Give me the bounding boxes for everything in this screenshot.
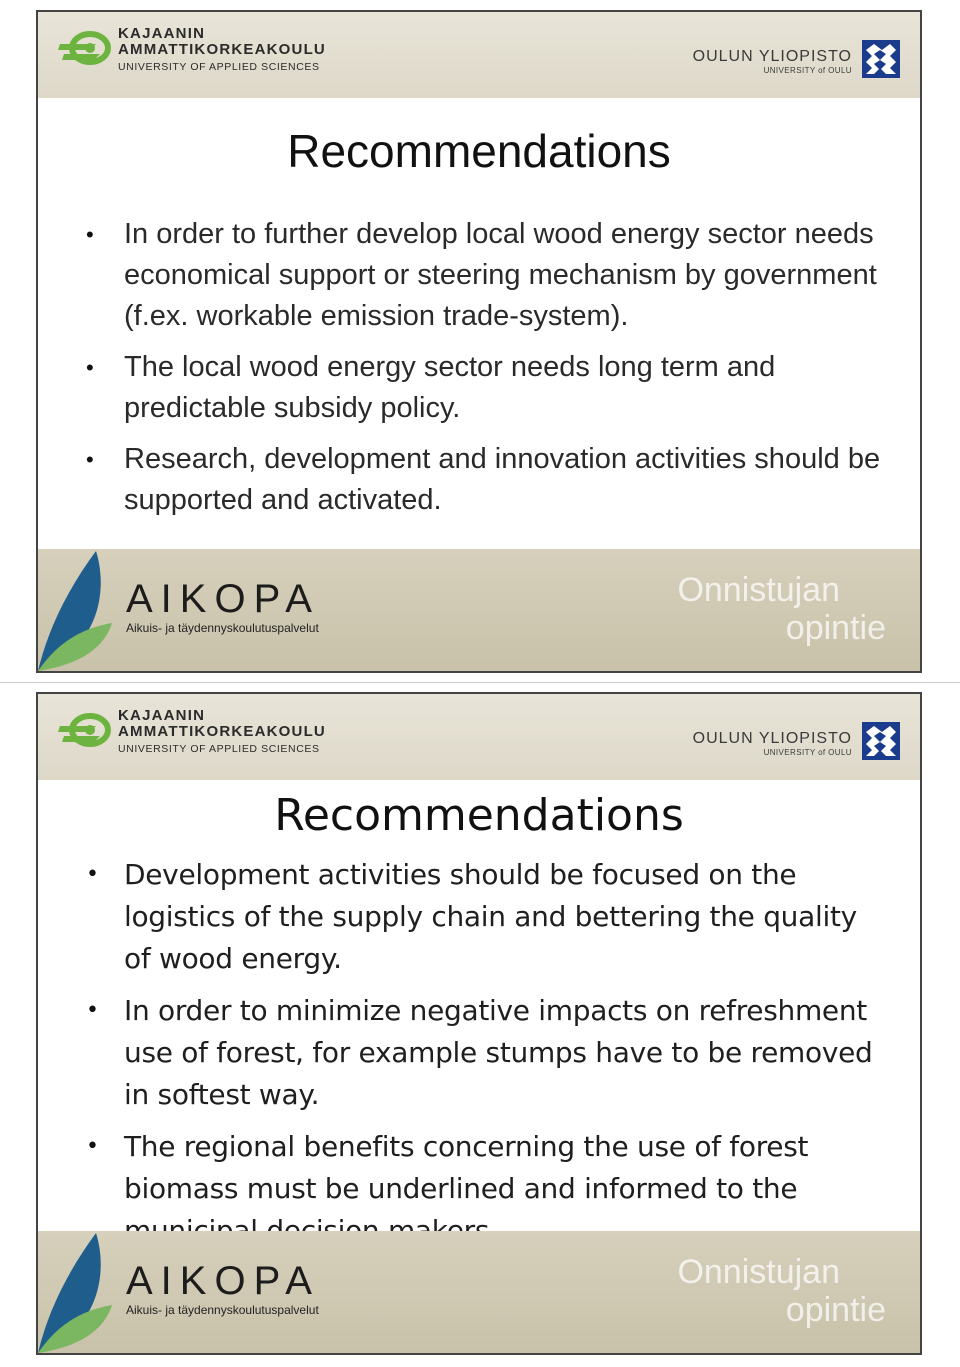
kamk-name-line3: UNIVERSITY OF APPLIED SCIENCES [118, 743, 320, 755]
page-divider [0, 682, 960, 683]
kamk-name-line3: UNIVERSITY OF APPLIED SCIENCES [118, 61, 320, 73]
bullet-text: In order to further develop local wood energy sector needs economical support or steering mechanism by government (f.ex. workable emission trade-system). [124, 218, 877, 332]
kamk-name-line2: AMMATTIKORKEAKOULU [118, 41, 326, 58]
bullet-text: The local wood energy sector needs long term and predictable subsidy policy. [124, 351, 776, 424]
bullet-text: Development activities should be focused on the logistics of the supply chain and bettering the quality of wood energy. [124, 858, 857, 975]
bullet-icon: • [86, 1134, 99, 1159]
aikopa-subtitle: Aikuis- ja täydennyskoulutuspalvelut [126, 1303, 319, 1317]
bullet-item [86, 854, 886, 980]
bullet-icon: • [86, 862, 99, 887]
aikopa-wordmark: AIKOPA [126, 1259, 320, 1303]
oulu-name-line1: OULUN YLIOPISTO [692, 730, 852, 747]
kamk-name-line2: AMMATTIKORKEAKOULU [118, 723, 326, 740]
slide-1 [36, 10, 922, 673]
slide-title: Recommendations [274, 790, 684, 841]
bullet-text: In order to minimize negative impacts on refreshment use of forest, for example stumps have to be removed in softest way. [124, 994, 873, 1111]
slogan-line1: Onnistujan [677, 571, 840, 609]
bullet-icon: • [86, 355, 94, 380]
kamk-wordmark [118, 26, 326, 74]
slide-header [38, 12, 920, 98]
slogan-line2: opintie [785, 1291, 886, 1329]
oulu-name-line2: UNIVERSITY of OULU [763, 748, 852, 757]
kamk-name-line1: KAJAANIN [118, 25, 206, 42]
kamk-name-line1: KAJAANIN [118, 707, 206, 724]
bullet-item [86, 990, 886, 1116]
slogan [677, 571, 886, 647]
bullet-item [86, 439, 886, 521]
bullet-text: Research, development and innovation activities should be supported and activated. [124, 443, 881, 516]
bullet-item [86, 347, 886, 429]
oulu-wordmark [693, 730, 852, 758]
bullet-list [86, 214, 886, 531]
slide-header [38, 694, 920, 780]
oulu-name-line1: OULUN YLIOPISTO [692, 48, 852, 65]
kamk-swirl-logo-icon [56, 26, 120, 76]
bullet-icon: • [86, 222, 94, 247]
slogan-line2: opintie [785, 609, 886, 647]
oulu-emblem-icon [862, 40, 900, 78]
slogan-line1: Onnistujan [677, 1253, 840, 1291]
bullet-icon: • [86, 998, 99, 1023]
kamk-wordmark [118, 708, 326, 756]
oulu-emblem-icon [862, 722, 900, 760]
aikopa-wordmark: AIKOPA [126, 577, 320, 621]
slide-footer [38, 1231, 920, 1353]
aikopa-subtitle: Aikuis- ja täydennyskoulutuspalvelut [126, 621, 319, 635]
oulu-wordmark [693, 48, 852, 76]
bullet-icon: • [86, 447, 94, 472]
bullet-list [86, 854, 886, 1262]
aikopa-leaf-icon [38, 1231, 112, 1353]
kamk-swirl-logo-icon [56, 708, 120, 758]
bullet-item [86, 214, 886, 337]
oulu-name-line2: UNIVERSITY of OULU [763, 66, 852, 75]
slide-2 [36, 692, 922, 1355]
slide-footer [38, 549, 920, 671]
bullet-text: The regional benefits concerning the use of forest biomass must be underlined and informed to the [124, 1130, 809, 1205]
aikopa-leaf-icon [38, 549, 112, 671]
slogan [677, 1253, 886, 1329]
slide-title: Recommendations [287, 125, 671, 177]
